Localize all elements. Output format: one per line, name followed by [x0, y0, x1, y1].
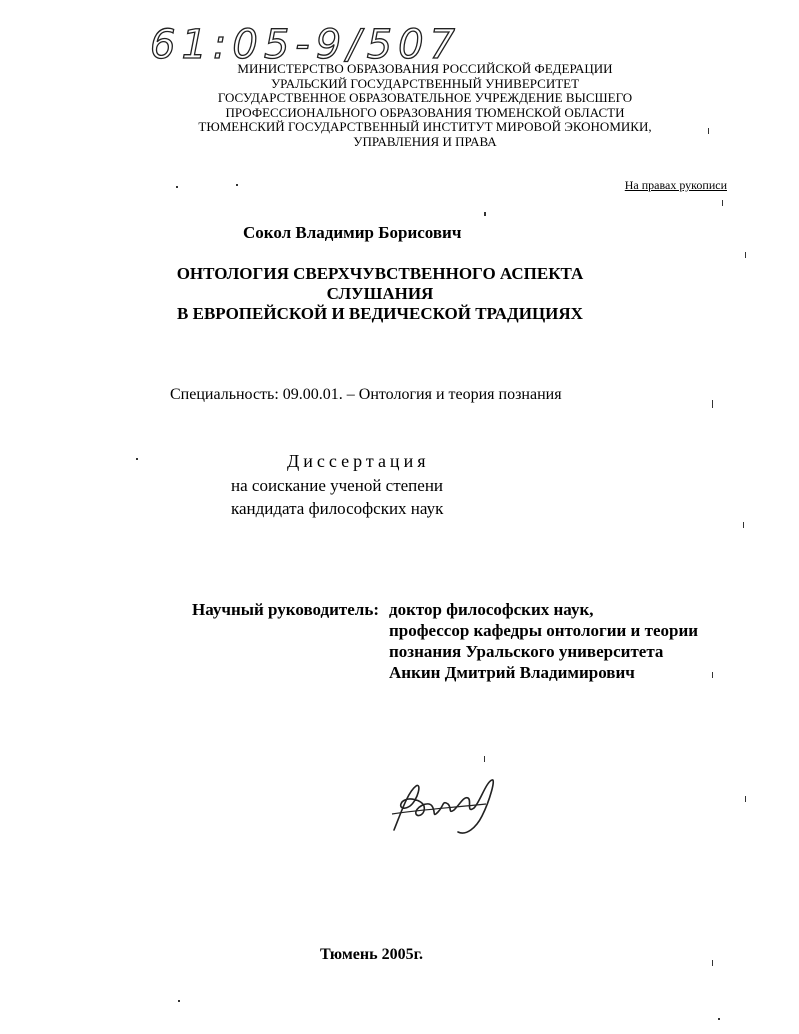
specialty: Специальность: 09.00.01. – Онтология и теория познания: [170, 386, 562, 403]
title-line: В ЕВРОПЕЙСКОЙ И ВЕДИЧЕСКОЙ ТРАДИЦИЯХ: [177, 304, 583, 323]
dissertation-heading: Диссертация: [287, 451, 430, 471]
scan-speck: [745, 796, 746, 802]
scan-speck: [484, 212, 486, 216]
author-name: Сокол Владимир Борисович: [243, 223, 462, 242]
ministry-line: ГОСУДАРСТВЕННОЕ ОБРАЗОВАТЕЛЬНОЕ УЧРЕЖДЕНИЕ ВЫСШЕГО: [217, 90, 633, 105]
dissertation-title: [150, 264, 610, 324]
ministry-line: МИНИСТЕРСТВО ОБРАЗОВАНИЯ РОССИЙСКОЙ ФЕДЕРАЦИИ: [237, 61, 613, 76]
scan-speck: [708, 128, 709, 134]
city-year: Тюмень 2005г.: [320, 946, 424, 963]
title-line: СЛУШАНИЯ: [326, 284, 434, 303]
scan-speck: [745, 252, 746, 258]
supervisor-line: Анкин Дмитрий Владимирович: [389, 663, 635, 682]
scan-speck: [718, 1018, 720, 1020]
ministry-line: УПРАВЛЕНИЯ И ПРАВА: [353, 133, 497, 149]
degree-line-1: на соискание ученой степени: [231, 476, 444, 495]
scan-speck: [178, 1000, 180, 1002]
ministry-line: ПРОФЕССИОНАЛЬНОГО ОБРАЗОВАНИЯ ТЮМЕНСКОЙ ОБЛАСТИ: [225, 104, 625, 120]
signature: [388, 770, 508, 840]
title-line: ОНТОЛОГИЯ СВЕРХЧУВСТВЕННОГО АСПЕКТА: [176, 264, 584, 283]
archive-number-text: 61:05-9/507: [150, 22, 461, 68]
scan-speck: [176, 186, 178, 188]
scan-speck: [712, 960, 713, 966]
scan-speck: [136, 458, 138, 460]
scan-speck: [712, 672, 713, 678]
scan-speck: [743, 522, 744, 528]
scan-speck: [712, 400, 713, 408]
supervisor-line: доктор философских наук,: [389, 600, 594, 619]
supervisor-line: познания Уральского университета: [389, 642, 664, 661]
scan-speck: [722, 200, 723, 206]
manuscript-rights-note: На правах рукописи: [624, 178, 727, 192]
ministry-line: ТЮМЕНСКИЙ ГОСУДАРСТВЕННЫЙ ИНСТИТУТ МИРОВОЙ ЭКОНОМИКИ,: [198, 119, 652, 134]
degree-line-2: кандидата философских наук: [231, 499, 444, 518]
ministry-header: [150, 62, 700, 149]
ministry-line: УРАЛЬСКИЙ ГОСУДАРСТВЕННЫЙ УНИВЕРСИТЕТ: [270, 75, 580, 91]
supervisor-label: Научный руководитель:: [192, 600, 379, 619]
scan-speck: [484, 756, 485, 762]
supervisor-line: профессор кафедры онтологии и теории: [389, 621, 699, 640]
scan-speck: [236, 184, 238, 186]
